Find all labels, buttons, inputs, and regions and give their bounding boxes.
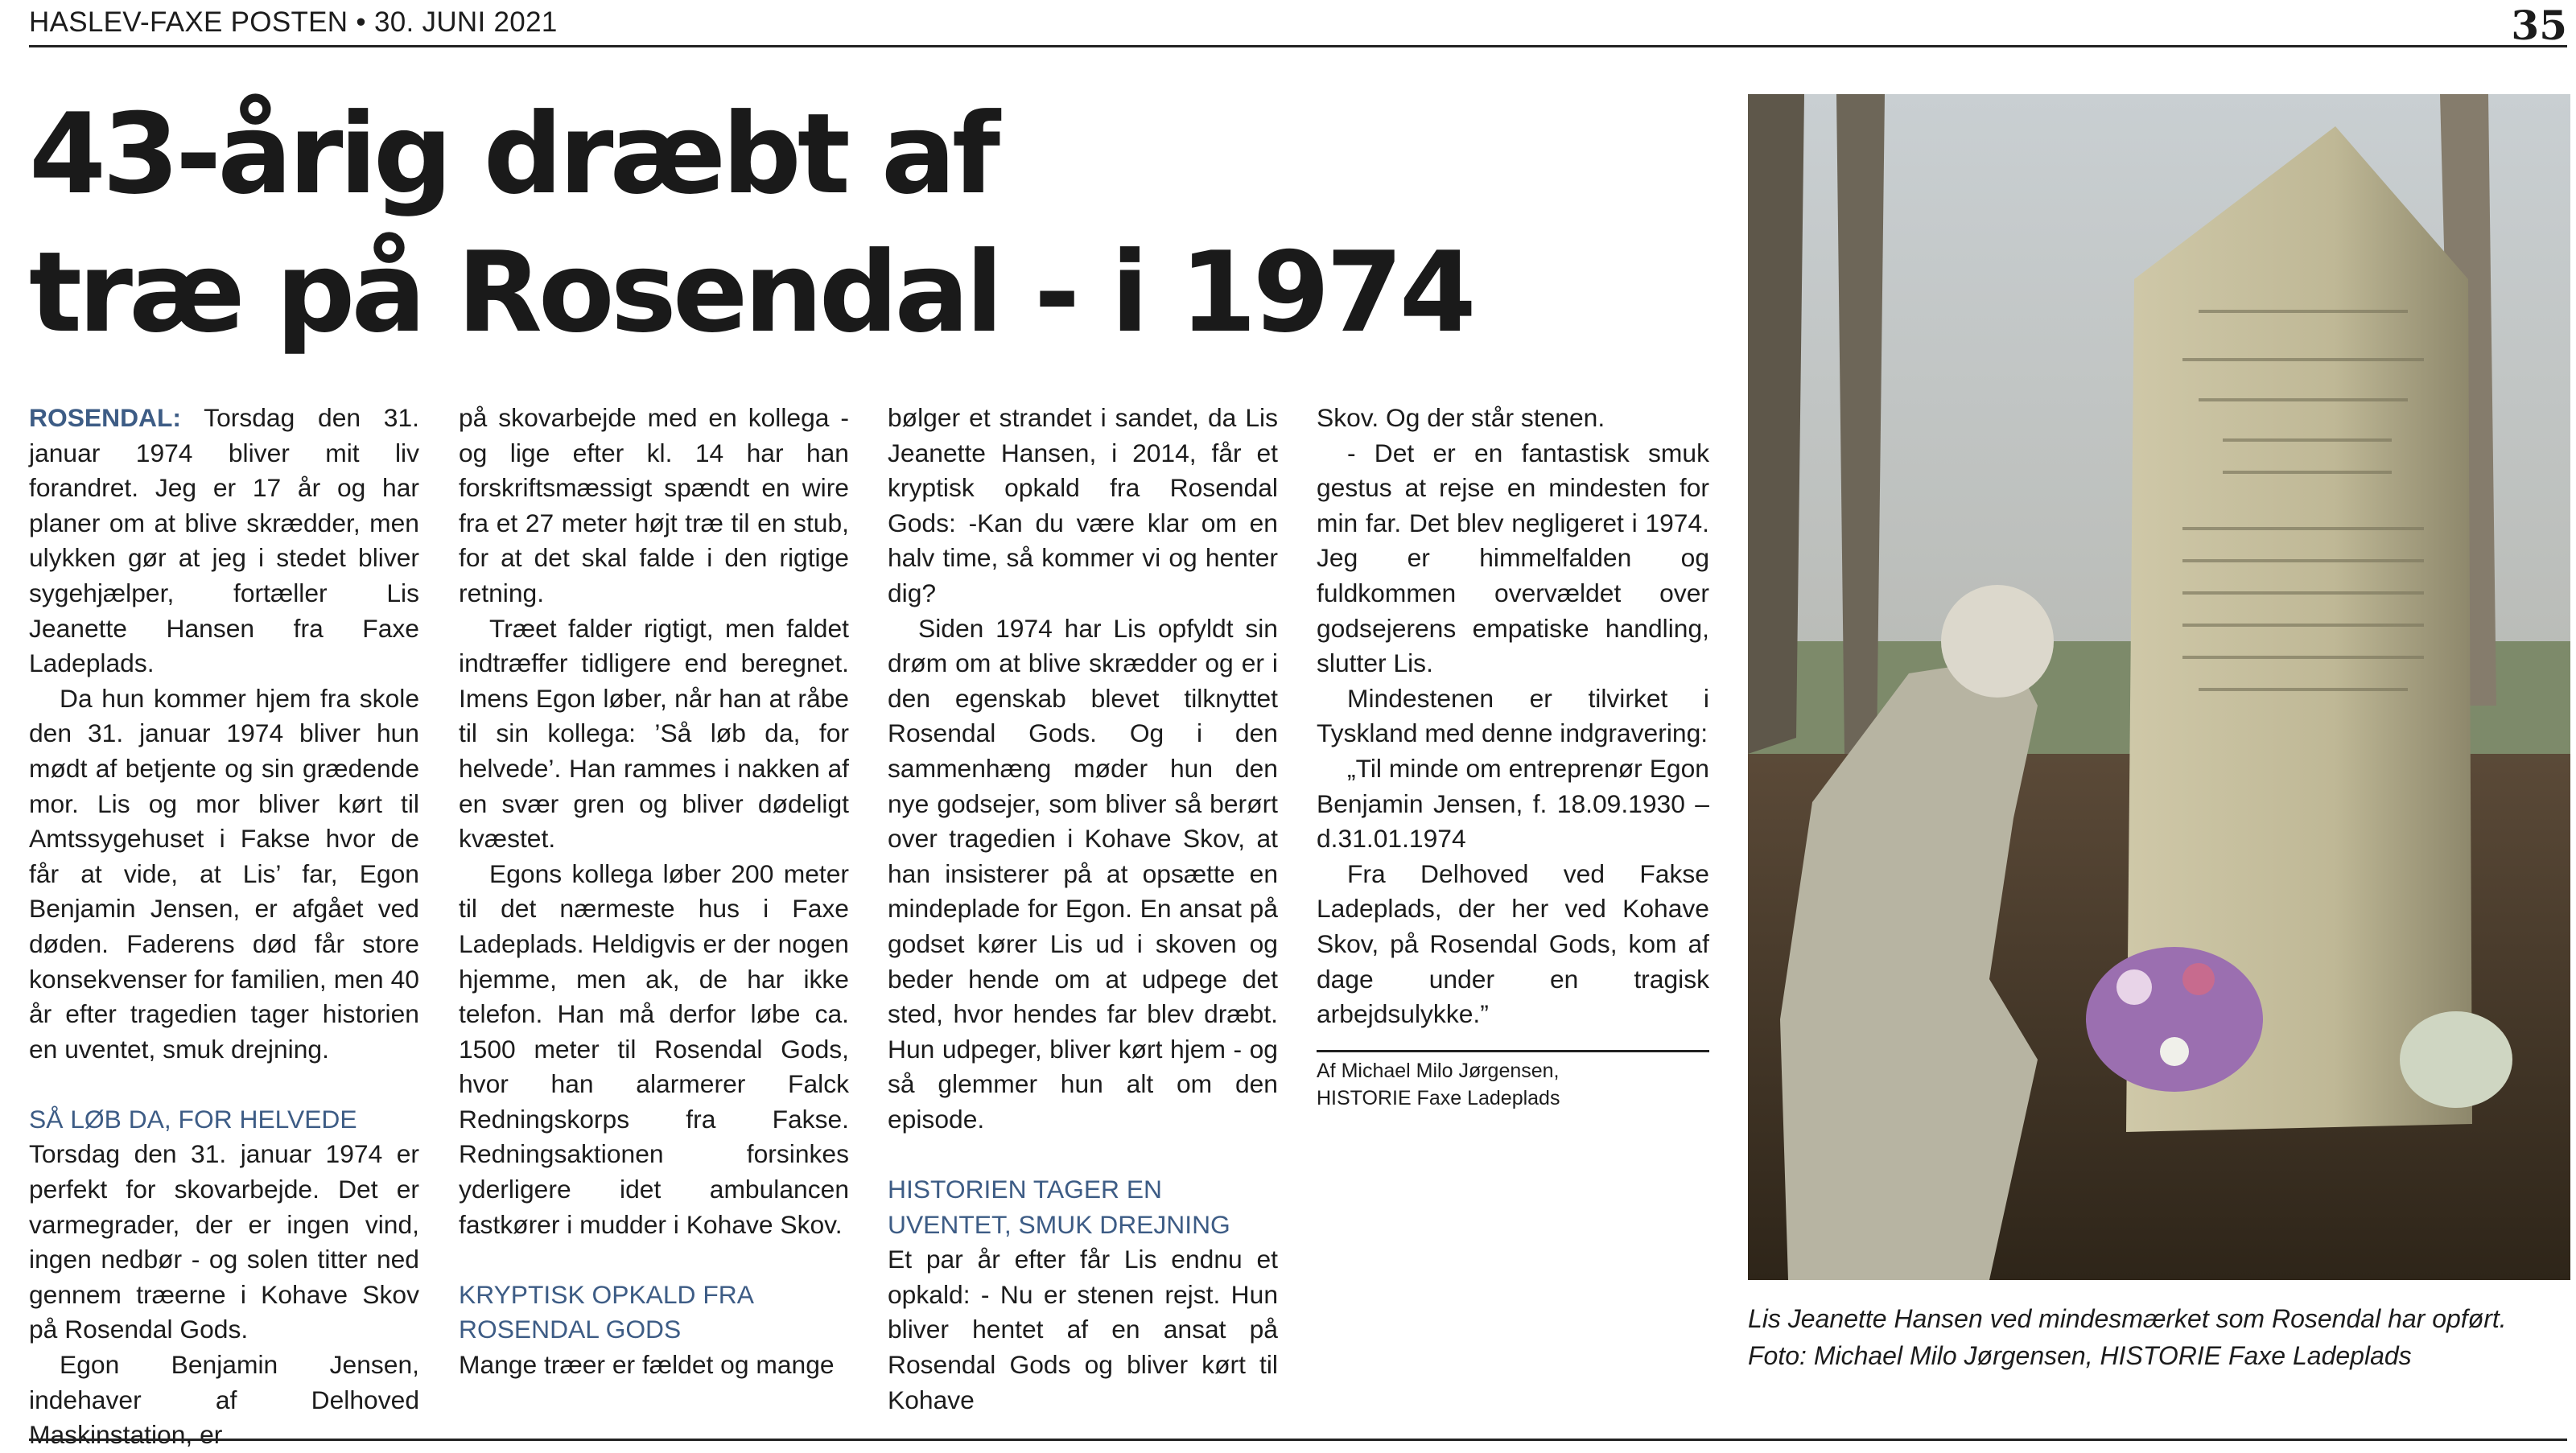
paragraph: Siden 1974 har Lis opfyldt sin drøm om at blive skrædder og er i den egenskab blevet tilknyttet Rosendal Gods. Og i den sammenhæng møder hun den nye godsejer, som bliver så berørt over tragedien i Kohave Skov, at han insisterer på at opsætte en mindeplade for Egon. En ansat på godset kører Lis ud i skoven og beder hende om at udpege det sted, hvor hendes far blev dræbt. Hun udpeger, bliver kørt hjem - og så glemmer hun alt om den episode. xyxy=(888,613,1278,1134)
publication-info: HASLEV-FAXE POSTEN • 30. JUNI 2021 xyxy=(29,6,558,38)
paragraph: Torsdag den 31. januar 1974 er perfekt for skovarbejde. Det er varmegrader, der er ingen vind, ingen nedbør - og solen titter ned gennem træerne i Kohave Skov på Rosendal Gods. xyxy=(29,1139,419,1344)
paragraph: på skovarbejde med en kollega - og lige efter kl. 14 har han forskriftsmæssigt spændt en wire fra et 27 meter højt træ til en stub, for at det skal falde i den rigtige retning. xyxy=(459,403,849,607)
byline-author: Af Michael Milo Jørgensen, xyxy=(1317,1059,1560,1082)
article-column-3 xyxy=(888,401,1278,1418)
paragraph: Et par år efter får Lis endnu et opkald: - Nu er stenen rejst. Hun bliver hentet af en ansat på Rosendal Gods og bliver kørt til Kohave xyxy=(888,1245,1278,1414)
headline-line-1: 43-årig dræbt af xyxy=(29,89,997,219)
memorial-stone-photo xyxy=(1748,94,2570,1280)
page-header xyxy=(29,3,2567,47)
byline-divider xyxy=(1317,1050,1709,1112)
headline-line-2: træ på Rosendal - i 1974 xyxy=(29,228,1473,357)
article-headline xyxy=(29,85,1687,362)
footer-divider xyxy=(29,1439,2567,1441)
paragraph: Egons kollega løber 200 meter til det nærmeste hus i Faxe Ladeplads. Heldigvis er der nogen hjemme, men ak, de har ikke telefon. Han må derfor løbe ca. 1500 meter til Rosendal Gods, hvor han alarmerer Falck Redningskorps fra Fakse. Redningsaktionen forsinkes yderligere idet ambulancen fastkører i mudder i Kohave Skov. xyxy=(459,858,849,1239)
paragraph: bølger et strandet i sandet, da Lis Jeanette Hansen, i 2014, får et kryptisk opkald fra Rosendal Gods: -Kan du være klar om en halv time, så kommer vi og henter dig? xyxy=(888,403,1278,607)
photo-caption: Lis Jeanette Hansen ved mindesmærket som Rosendal har opført. Foto: Michael Milo Jørgensen, HISTORIE Faxe Ladeplads xyxy=(1748,1304,2507,1370)
article-column-1 xyxy=(29,401,419,1453)
article-photo xyxy=(1748,94,2570,1280)
page-number: 35 xyxy=(2511,2,2567,49)
dateline: ROSENDAL: xyxy=(29,403,182,432)
paragraph: Egon Benjamin Jensen, indehaver af Delhoved Maskinstation, er xyxy=(29,1350,419,1450)
lead-paragraph xyxy=(29,401,419,681)
paragraph: Mange træer er fældet og mange xyxy=(459,1350,835,1380)
subheading: KRYPTISK OPKALD FRA ROSENDAL GODS xyxy=(459,1279,753,1344)
paragraph: Skov. Og der står stenen. xyxy=(1317,403,1605,432)
paragraph: - Det er en fantastisk smuk gestus at rejse en mindesten for min far. Det blev negligeret i 1974. Jeg er himmelfalden og fuldkommen overvældet over godsejerens empatiske handling, slutter Lis. xyxy=(1317,438,1709,678)
subheading: HISTORIEN TAGER EN UVENTET, SMUK DREJNING xyxy=(888,1175,1230,1239)
quote-paragraph: „Til minde om entreprenør Egon Benjamin Jensen, f. 18.09.1930 – d.31.01.1974 xyxy=(1317,753,1709,854)
paragraph: Mindestenen er tilvirket i Tyskland med denne indgravering: xyxy=(1317,683,1709,748)
article-column-4 xyxy=(1317,401,1709,1112)
quote-paragraph: Fra Delhoved ved Fakse Ladeplads, der her ved Kohave Skov, på Rosendal Gods, kom af dage under en tragisk arbejdsulykke.” xyxy=(1317,858,1709,1029)
paragraph: Træet falder rigtigt, men faldet indtræffer tidligere end beregnet. Imens Egon løber, når han at råbe til sin kollega: ’Så løb da, for helvede’. Han rammes i nakken af en svær gren og bliver dødeligt kvæstet. xyxy=(459,613,849,854)
subheading: SÅ LØB DA, FOR HELVEDE xyxy=(29,1104,357,1134)
flower-bouquet xyxy=(2086,947,2263,1092)
paragraph-text: Torsdag den 31. januar 1974 bliver mit liv forandret. Jeg er 17 år og har planer om at blive skrædder, men ulykken gør at jeg i stedet bliver sygehjælper, fortæller Lis Jeanette Hansen fra Faxe Ladeplads. xyxy=(29,403,419,678)
article-column-2 xyxy=(459,401,849,1383)
paragraph: Da hun kommer hjem fra skole den 31. januar 1974 bliver hun mødt af betjente og sin grædende mor. Lis og mor bliver kørt til Amtssygehuset i Fakse hvor de får at vide, at Lis’ far, Egon Benjamin Jensen, er afgået ved døden. Faderens død får store konsekvenser for familien, men 40 år efter tragedien tager historien en uventet, smuk drejning. xyxy=(29,683,419,1064)
byline-organization: HISTORIE Faxe Ladeplads xyxy=(1317,1086,1560,1109)
